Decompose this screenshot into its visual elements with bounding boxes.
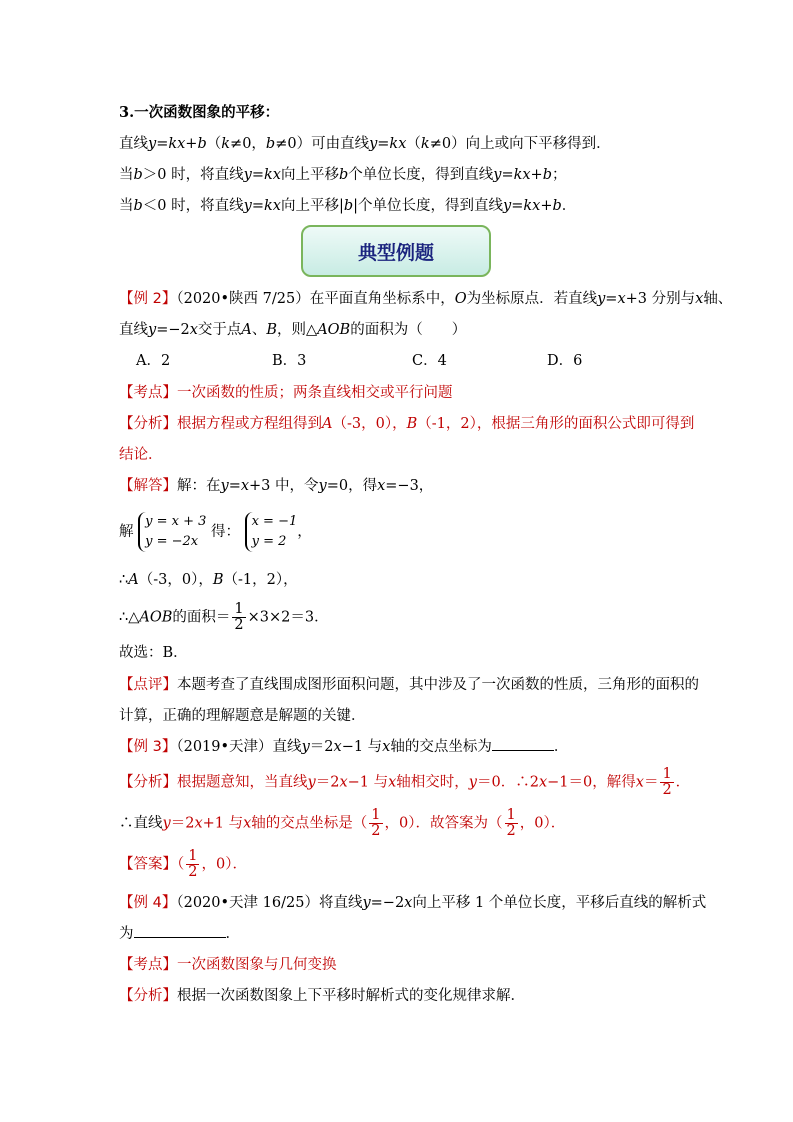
example-2-dianping-1: 【点评】本题考查了直线围成图形面积问题，其中涉及了一次函数的性质，三角形的面积的 <box>119 677 699 693</box>
typical-examples-banner: 典型例题 <box>301 225 491 277</box>
example-2-therefore-1: ∴A（-3，0），B（-1，2）， <box>119 572 298 588</box>
example-2-choice: 故选：B． <box>119 645 188 661</box>
example-2-fenxi-2: 结论． <box>119 447 163 463</box>
example-2-fenxi-1: 【分析】根据方程或方程组得到A（-3，0），B（-1，2），根据三角形的面积公式即可得到 <box>119 416 695 432</box>
section-3-line-3: 当b＜0 时，将直线y=kx向上平移|b|个单位长度，得到直线y=kx+b． <box>119 198 577 214</box>
option-b: B．3 <box>272 353 307 369</box>
example-2-line-1: 【例 2】（2020•陕西 7/25）在平面直角坐标系中，O为坐标原点．若直线y=x+3 分别与x轴、 <box>119 291 733 307</box>
example-3-line-3: ∴直线y＝2x+1 与x轴的交点坐标是（ $\frac{1}{2}$ ，0）．故答案为（ $\frac{1}{2}$ ，0）． <box>119 807 566 839</box>
fraction-one-half: $\frac{1}{2}$ <box>188 848 198 880</box>
example-4-line-2: 为 ． <box>119 926 240 942</box>
equation-system-2: x = −1 y = 2 <box>245 512 298 552</box>
example-2-therefore-2: ∴△AOB的面积＝ $\frac{1}{2}$ ×3×2＝3． <box>119 601 329 633</box>
section-3-line-2: 当b＞0 时，将直线y=kx向上平移b个单位长度，得到直线y=kx+b； <box>119 167 567 183</box>
example-4-kaodian: 【考点】一次函数图象与几何变换 <box>119 957 337 973</box>
example-2-line-2: 直线y=−2x交于点A、B，则△AOB的面积为（ ） <box>119 322 467 338</box>
section-3-line-1: 直线y=kx+b（k≠0，b≠0）可由直线y=kx（k≠0）向上或向下平移得到． <box>119 136 611 152</box>
answer-blank[interactable] <box>492 750 554 751</box>
example-2-system: 解 y = x + 3 y = −2x 得： x = −1 y = 2 ， <box>119 512 312 552</box>
fraction-one-half: $\frac{1}{2}$ <box>234 601 244 633</box>
example-4-fenxi: 【分析】根据一次函数图象上下平移时解析式的变化规律求解． <box>119 988 525 1004</box>
answer-blank[interactable] <box>134 937 226 938</box>
example-2-jieda: 【解答】解：在y=x+3 中，令y=0，得x=−3， <box>119 478 434 494</box>
example-3-answer: 【答案】（ $\frac{1}{2}$ ，0）． <box>119 848 247 880</box>
example-3-fenxi: 【分析】根据题意知，当直线y＝2x−1 与x轴相交时，y＝0．∴2x−1＝0，解得x＝ $\frac{1}{2}$ ． <box>119 766 691 798</box>
equation-system-1: y = x + 3 y = −2x <box>138 512 206 552</box>
fraction-one-half: $\frac{1}{2}$ <box>662 766 672 798</box>
fraction-one-half: $\frac{1}{2}$ <box>506 807 516 839</box>
example-2-dianping-2: 计算，正确的理解题意是解题的关键． <box>119 708 366 724</box>
example-4-line-1: 【例 4】（2020•天津 16/25）将直线y=−2x向上平移 1 个单位长度，平移后直线的解析式 <box>119 895 707 911</box>
example-2-kaodian: 【考点】一次函数的性质；两条直线相交或平行问题 <box>119 385 453 401</box>
option-d: D．6 <box>547 353 583 369</box>
option-c: C．4 <box>412 353 447 369</box>
example-3-line-1: 【例 3】（2019•天津）直线y＝2x−1 与x轴的交点坐标为 ． <box>119 739 569 755</box>
option-a: A．2 <box>136 353 171 369</box>
section-3-title: 3.一次函数图象的平移： <box>119 104 280 121</box>
fraction-one-half: $\frac{1}{2}$ <box>371 807 381 839</box>
